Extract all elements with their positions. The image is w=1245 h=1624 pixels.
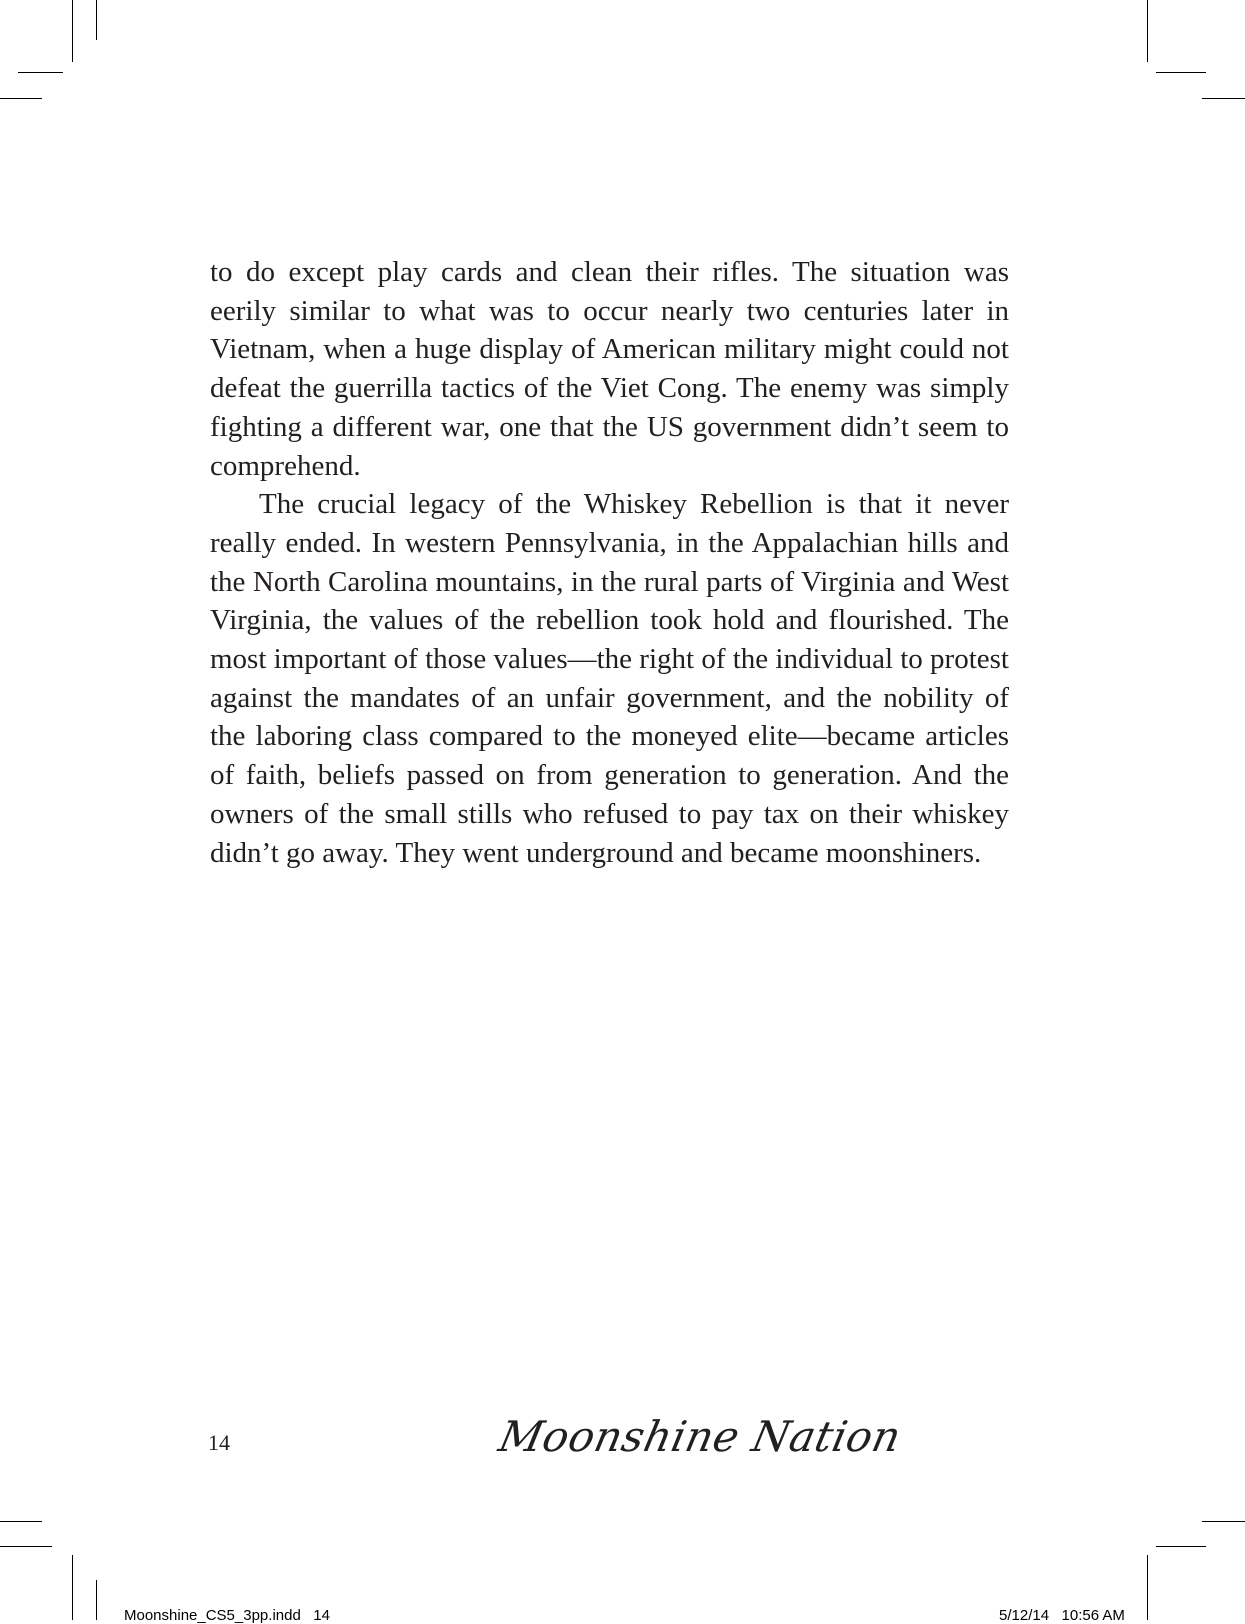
paragraph: to do except play cards and clean their rifles. The situation was eerily similar to what was to occur nearly two centuries later in Vietnam, when a huge display of American military might could not defeat the guerrilla tactics of the Viet Cong. The enemy was simply fighting a different war, one that the US government didn’t seem to comprehend.	[210, 256, 1009, 482]
slug-file-label: Moonshine_CS5_3pp.indd 14	[124, 1607, 330, 1624]
running-title: Moonshine Nation	[494, 1412, 906, 1461]
crop-mark	[1156, 1546, 1206, 1547]
crop-mark	[0, 98, 42, 99]
crop-mark	[96, 1580, 97, 1620]
crop-mark	[18, 72, 63, 73]
slug-timestamp: 5/12/14 10:56 AM	[999, 1607, 1125, 1624]
crop-mark	[1202, 98, 1245, 99]
body-text	[210, 253, 1009, 872]
paragraph: The crucial legacy of the Whiskey Rebellion is that it never really ended. In western Pennsylvania, in the Appalachian hills and the North Carolina mountains, in the rural parts of Virginia and West Virginia, the values of the rebellion took hold and flourished. The most important of those values—the right of the individual to protest against the mandates of an unfair government, and the nobility of the laboring class compared to the moneyed elite—became articles of faith, beliefs passed on from generation to generation. And the owners of the small stills who refused to pay tax on their whiskey didn’t go away. They went underground and became moonshiners.	[210, 488, 1009, 869]
page-number: 14	[208, 1430, 230, 1455]
crop-mark	[72, 1555, 73, 1620]
crop-mark	[1147, 0, 1148, 62]
crop-mark	[72, 0, 73, 62]
crop-mark	[1147, 1555, 1148, 1620]
crop-mark	[1156, 72, 1206, 73]
crop-mark	[0, 1546, 52, 1547]
crop-mark	[1202, 1521, 1245, 1522]
crop-mark	[0, 1521, 42, 1522]
crop-mark	[96, 0, 97, 40]
